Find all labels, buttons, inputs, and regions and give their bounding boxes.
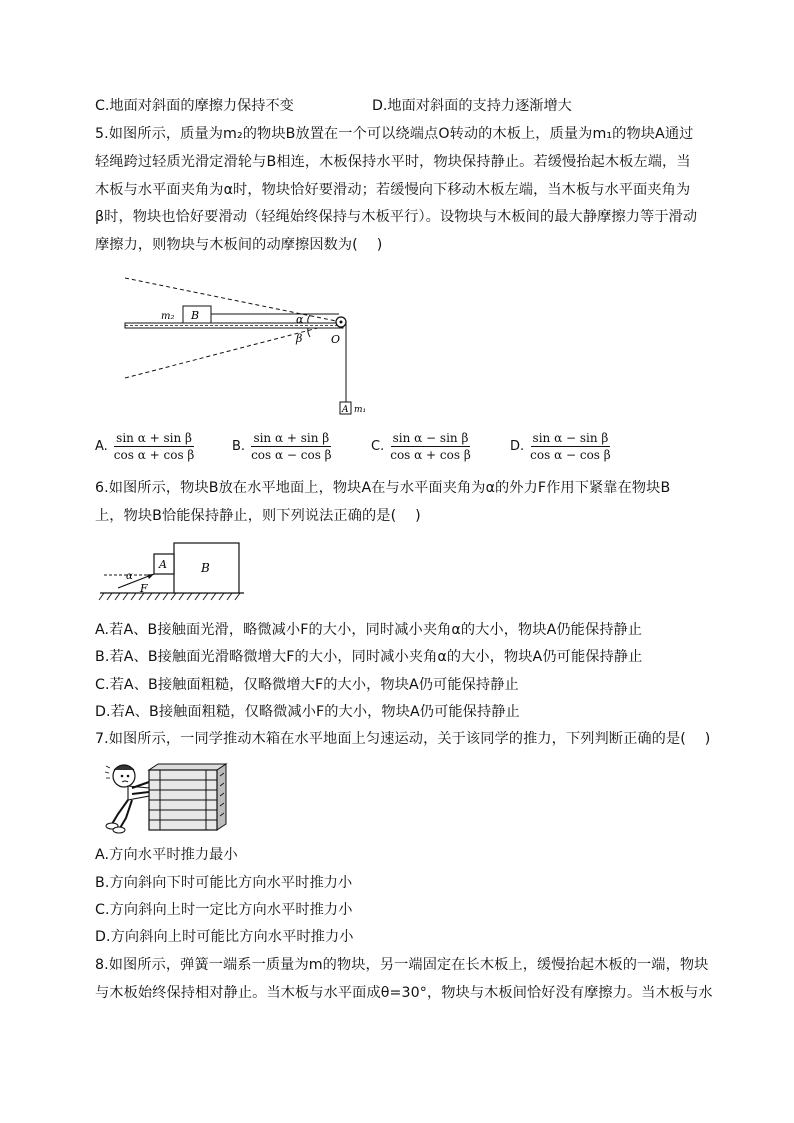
crate-side — [217, 764, 226, 830]
q7-option-c: C.方向斜向上时一定比方向水平时推力小 — [95, 902, 353, 918]
q6-line-2: 上，物块B恰能保持静止，则下列说法正确的是( ) — [95, 508, 421, 524]
q5-option-d — [510, 431, 613, 462]
q6-line-1: 6.如图所示，物块B放在水平地面上，物块A在与水平面夹角为α的外力F作用下紧靠在物块B — [95, 480, 671, 496]
block-a-label: A — [342, 405, 349, 415]
q8-line-2: 与木板始终保持相对静止。当木板与水平面成θ=30°，物块与木板间恰好没有摩擦力。当木板与水 — [95, 985, 713, 1001]
q5-option-d-label: D. — [510, 439, 525, 454]
q7-figure — [104, 758, 232, 836]
q5-option-b-num: sin α + sin β — [253, 431, 330, 445]
q5-option-b — [232, 431, 334, 462]
q6-option-b: B.若A、B接触面光滑略微增大F的大小，同时减小夹角α的大小，物块A仍可能保持静止 — [95, 649, 643, 665]
q6-block-a-label: A — [159, 558, 167, 571]
q6-figure — [96, 540, 246, 606]
q6-f-label: F — [140, 582, 148, 595]
q5-option-b-den: cos α − cos β — [251, 448, 332, 462]
q5-option-d-den: cos α − cos β — [530, 448, 611, 462]
q5-line-4: β时，物块也恰好要滑动（轻绳始终保持与木板平行）。设物块与木板间的最大静摩擦力等于滑动 — [95, 209, 698, 225]
q6-block-b-label: B — [201, 561, 210, 575]
q7-option-a: A.方向水平时推力最小 — [95, 847, 238, 863]
q7-option-d: D.方向斜向上时可能比方向水平时推力小 — [95, 929, 354, 945]
q5-option-b-label: B. — [232, 439, 246, 454]
q5-figure — [115, 270, 367, 420]
q5-option-c-label: C. — [371, 439, 385, 454]
q5-line-1: 5.如图所示，质量为m₂的物块B放置在一个可以绕端点O转动的木板上，质量为m₁的物块A通过 — [95, 126, 694, 142]
q6-option-a: A.若A、B接触面光滑，略微减小F的大小，同时减小夹角α的大小，物块A仍能保持静止 — [95, 622, 643, 638]
q5-option-a-label: A. — [95, 439, 108, 454]
beta-label: β — [296, 332, 303, 345]
q7-option-b: B.方向斜向下时可能比方向水平时推力小 — [95, 875, 353, 891]
upper-dashed-line — [125, 278, 341, 322]
crate-top — [149, 764, 226, 770]
q5-option-c-den: cos α + cos β — [390, 448, 471, 462]
option-d: D.地面对斜面的支持力逐渐增大 — [372, 98, 572, 114]
block-b-label: B — [191, 309, 200, 322]
m1-label: m₁ — [354, 405, 367, 415]
q6-option-d: D.若A、B接触面粗糙，仅略微减小F的大小，物块A仍可能保持静止 — [95, 704, 520, 720]
q5-option-c-num: sin α − sin β — [392, 431, 469, 445]
o-label: O — [331, 333, 341, 346]
q5-line-5: 摩擦力，则物块与木板间的动摩擦因数为( ) — [95, 237, 383, 253]
q6-alpha-label: α — [126, 571, 133, 582]
q5-option-a-den: cos α + cos β — [113, 448, 195, 462]
q6-option-c: C.若A、B接触面粗糙，仅略微增大F的大小，物块A仍可能保持静止 — [95, 677, 519, 693]
lower-dashed-line — [125, 322, 341, 378]
q8-line-1: 8.如图所示，弹簧一端系一质量为m的物块，另一端固定在长木板上，缓慢抬起木板的一端，物块 — [95, 957, 709, 973]
q5-option-a-num: sin α + sin β — [116, 431, 192, 445]
q5-option-d-num: sin α − sin β — [532, 431, 609, 445]
q5-option-c — [371, 431, 473, 462]
q5-line-3: 木板与水平面夹角为α时，物块恰好要滑动；若缓慢向下移动木板左端，当木板与水平面夹角为 — [95, 182, 691, 198]
q7-line-1: 7.如图所示，一同学推动木箱在水平地面上匀速运动，关于该同学的推力，下列判断正确的是( ) — [95, 731, 711, 747]
option-c: C.地面对斜面的摩擦力保持不变 — [95, 98, 294, 114]
q5-option-a — [95, 431, 196, 462]
m2-label: m₂ — [161, 311, 175, 322]
alpha-label: α — [296, 313, 304, 326]
q5-line-2: 轻绳跨过轻质光滑定滑轮与B相连，木板保持水平时，物块保持静止。若缓慢抬起木板左端，当 — [95, 154, 691, 170]
